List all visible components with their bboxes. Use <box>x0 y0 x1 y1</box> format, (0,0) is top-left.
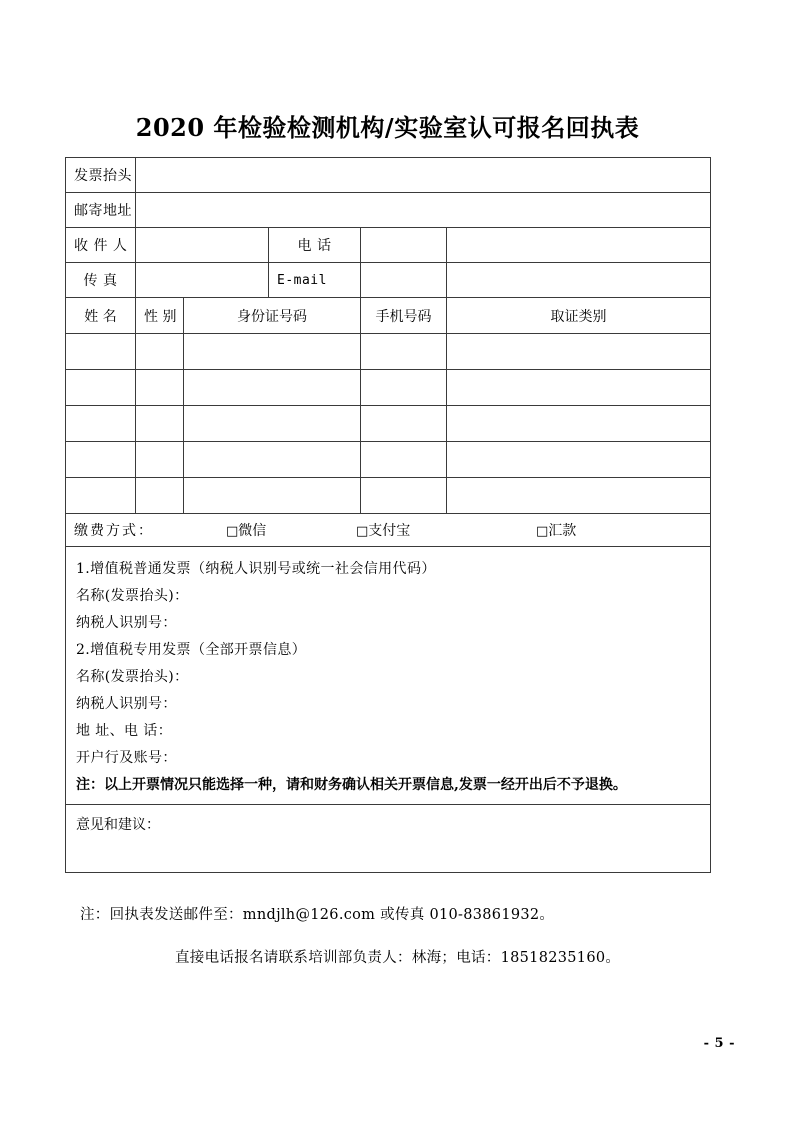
field-email[interactable] <box>361 263 447 298</box>
cell-gender[interactable] <box>136 334 184 370</box>
field-invoice-title[interactable] <box>136 158 711 193</box>
cell-opinion[interactable] <box>66 805 711 873</box>
table-row-recipient <box>66 228 711 263</box>
cell-id-number[interactable] <box>184 406 361 442</box>
checkbox-icon[interactable]: □ <box>226 524 239 539</box>
invoice-line-6[interactable]: 纳税人识别号： <box>76 696 177 712</box>
cell-mobile[interactable] <box>361 406 447 442</box>
cell-payment-method <box>66 514 711 547</box>
header-mobile: 手机号码 <box>361 298 447 334</box>
page-title: 2020 年检验检测机构/实验室认可报名回执表 <box>135 113 640 142</box>
table-row <box>66 442 711 478</box>
invoice-line-2[interactable]: 名称(发票抬头)： <box>76 588 189 604</box>
cell-name[interactable] <box>66 370 136 406</box>
cell-cert-type[interactable] <box>447 370 711 406</box>
cell-mobile[interactable] <box>361 442 447 478</box>
label-recipient: 收 件 人 <box>66 228 136 263</box>
table-row-fax <box>66 263 711 298</box>
label-fax: 传 真 <box>66 263 136 298</box>
invoice-line-3[interactable]: 纳税人识别号： <box>76 615 177 631</box>
registration-form-table <box>65 157 711 873</box>
cell-mobile[interactable] <box>361 370 447 406</box>
checkbox-icon[interactable]: □ <box>536 524 549 539</box>
table-row-opinion <box>66 805 711 873</box>
header-gender: 性 别 <box>136 298 184 334</box>
checkbox-label-wechat: 微信 <box>238 523 267 539</box>
cell-invoice-info <box>66 547 711 805</box>
cell-gender[interactable] <box>136 478 184 514</box>
label-telephone: 电 话 <box>269 228 361 263</box>
table-row-payment-method <box>66 514 711 547</box>
invoice-line-8[interactable]: 开户行及账号： <box>76 750 177 766</box>
table-row-person-header <box>66 298 711 334</box>
cell-mobile[interactable] <box>361 478 447 514</box>
label-payment-method: 缴费方式： <box>74 523 154 539</box>
checkbox-icon[interactable]: □ <box>356 524 369 539</box>
cell-cert-type[interactable] <box>447 442 711 478</box>
cell-name[interactable] <box>66 478 136 514</box>
invoice-info-block <box>66 547 710 803</box>
label-invoice-title: 发票抬头 <box>66 158 136 193</box>
invoice-line-7[interactable]: 地 址、电 话： <box>76 723 173 739</box>
footer-note-phone: 直接电话报名请联系培训部负责人：林海；电话：18518235160。 <box>175 950 621 966</box>
invoice-line-4: 2.增值税专用发票（全部开票信息） <box>76 642 307 658</box>
header-id-number: 身份证号码 <box>184 298 361 334</box>
checkbox-alipay[interactable] <box>356 520 410 540</box>
cell-name[interactable] <box>66 442 136 478</box>
cell-id-number[interactable] <box>184 370 361 406</box>
cell-id-number[interactable] <box>184 442 361 478</box>
cell-id-number[interactable] <box>184 478 361 514</box>
field-fax[interactable] <box>136 263 269 298</box>
page-number: - 5 - <box>703 1036 735 1051</box>
table-row <box>66 334 711 370</box>
invoice-warning-note: 注：以上开票情况只能选择一种，请和财务确认相关开票信息,发票一经开出后不予退换。 <box>76 777 627 793</box>
checkbox-remittance[interactable] <box>536 520 576 540</box>
table-row-invoice-title <box>66 158 711 193</box>
cell-gender[interactable] <box>136 370 184 406</box>
header-name: 姓 名 <box>66 298 136 334</box>
cell-recipient-spacer <box>447 228 711 263</box>
table-row-mailing-address <box>66 193 711 228</box>
field-recipient[interactable] <box>136 228 269 263</box>
field-telephone[interactable] <box>361 228 447 263</box>
checkbox-wechat[interactable] <box>226 520 266 540</box>
cell-mobile[interactable] <box>361 334 447 370</box>
invoice-line-5[interactable]: 名称(发票抬头)： <box>76 669 189 685</box>
header-cert-type: 取证类别 <box>447 298 711 334</box>
cell-name[interactable] <box>66 406 136 442</box>
footer-note-email: 注：回执表发送邮件至：mndjlh@126.com 或传真 010-83861932。 <box>80 907 555 923</box>
cell-gender[interactable] <box>136 406 184 442</box>
cell-fax-spacer <box>447 263 711 298</box>
label-mailing-address: 邮寄地址 <box>66 193 136 228</box>
cell-gender[interactable] <box>136 442 184 478</box>
checkbox-label-remittance: 汇款 <box>548 523 577 539</box>
checkbox-label-alipay: 支付宝 <box>368 523 411 539</box>
cell-name[interactable] <box>66 334 136 370</box>
label-opinion: 意见和建议： <box>76 817 160 833</box>
field-mailing-address[interactable] <box>136 193 711 228</box>
cell-cert-type[interactable] <box>447 478 711 514</box>
table-row <box>66 406 711 442</box>
cell-cert-type[interactable] <box>447 334 711 370</box>
table-row <box>66 370 711 406</box>
table-row <box>66 478 711 514</box>
cell-cert-type[interactable] <box>447 406 711 442</box>
cell-id-number[interactable] <box>184 334 361 370</box>
table-row-invoice-info <box>66 547 711 805</box>
invoice-line-1: 1.增值税普通发票（纳税人识别号或统一社会信用代码） <box>76 561 436 577</box>
label-email: E-mail <box>269 263 361 298</box>
